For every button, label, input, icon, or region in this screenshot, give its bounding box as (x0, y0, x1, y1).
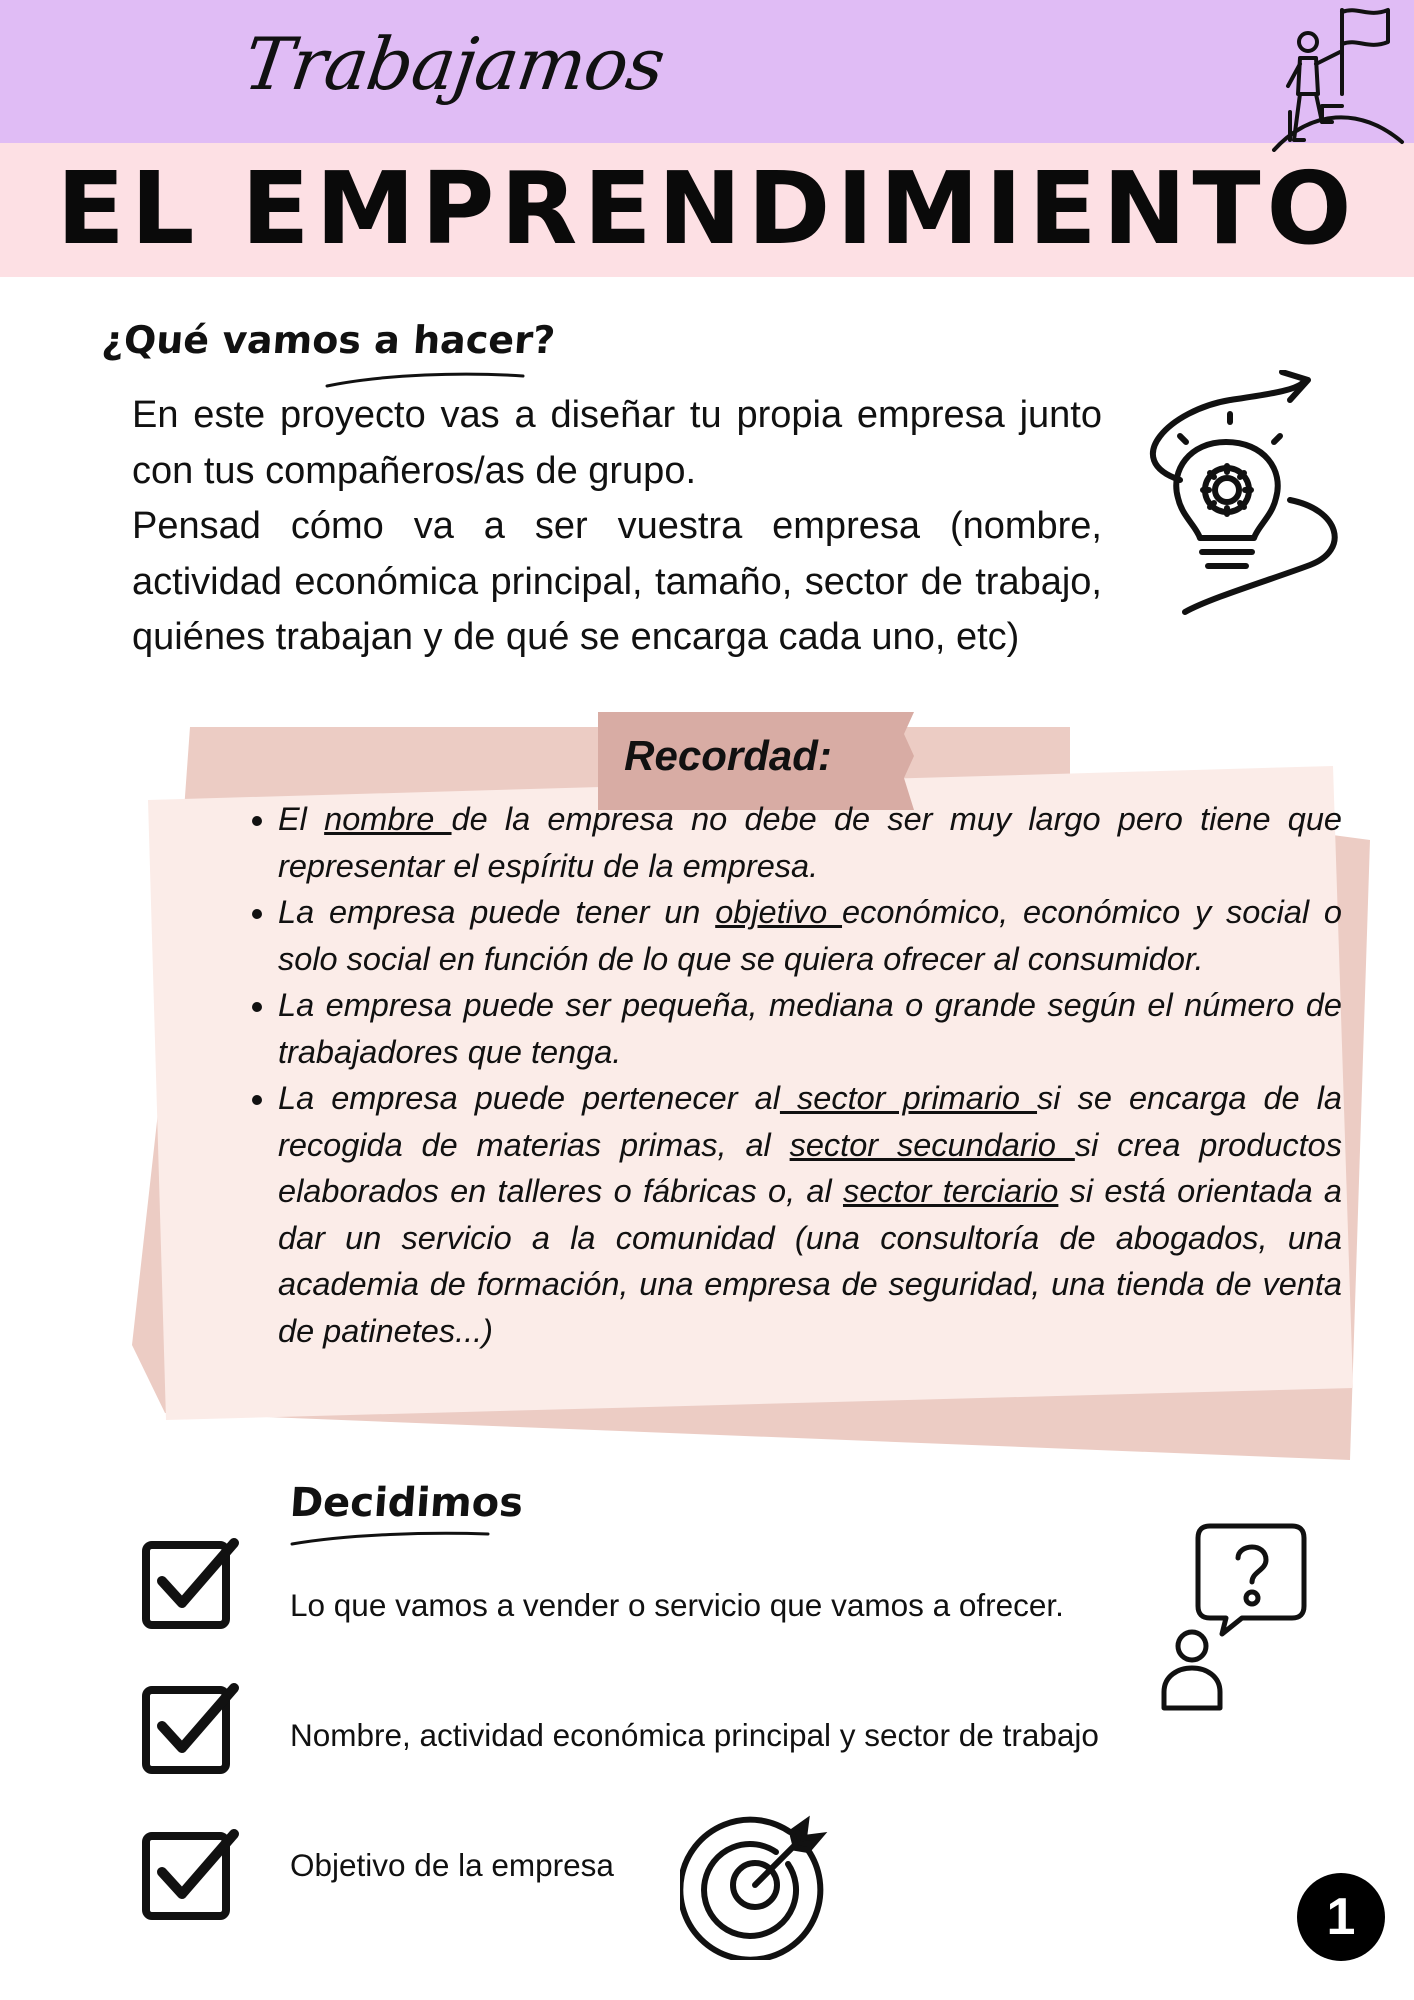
decision-item: Objetivo de la empresa (290, 1847, 614, 1883)
target-icon (680, 1810, 830, 1960)
checkbox-checked-icon (140, 1826, 240, 1926)
underlined-term: objetivo (715, 894, 843, 930)
section-heading-decidimos: Decidimos (288, 1480, 525, 1526)
list-item (278, 1075, 1342, 1354)
recordad-list (240, 796, 1342, 1354)
header-purple-band (0, 0, 1414, 143)
list-item-text: La empresa puede pertenecer al (278, 1080, 780, 1116)
intro-paragraph-2: Pensad cómo va a ser vuestra empresa (nombre, actividad económica principal, tamaño, sector de trabajo, quiénes trabajan y de qué se encarga cada uno, etc) (132, 505, 1102, 658)
list-item-text: de la empresa no debe de ser muy largo pero tiene que representar el espíritu de la empresa. (278, 801, 1342, 884)
decision-item: Nombre, actividad económica principal y sector de trabajo (290, 1717, 1099, 1753)
underlined-term: sector secundario (789, 1126, 1075, 1163)
flag-climber-icon (1270, 2, 1410, 152)
underlined-term: nombre (324, 801, 452, 837)
header-kicker: Trabajamos (239, 22, 670, 106)
list-item (278, 982, 1342, 1075)
checkbox-checked-icon (140, 1680, 240, 1780)
list-item-text: La empresa puede ser pequeña, mediana o grande según el número de trabajadores que tenga. (278, 987, 1342, 1070)
page-title: EL EMPRENDIMIENTO (56, 150, 1358, 267)
intro-paragraph-1: En este proyecto vas a diseñar tu propia empresa junto con tus compañeros/as de grupo. (132, 394, 1102, 492)
list-item-text: El (278, 801, 325, 837)
person-question-icon (1158, 1522, 1308, 1712)
list-item-text: La empresa puede tener un (278, 894, 716, 930)
decision-item: Lo que vamos a vender o servicio que vamos a ofrecer. (290, 1587, 1064, 1623)
heading-underline (290, 1528, 490, 1550)
list-item (278, 796, 1342, 889)
list-item-text: si crea productos elaborados en talleres o fábricas o, al (278, 1126, 1342, 1209)
recordad-label: Recordad: (624, 732, 832, 779)
underlined-term: sector terciario (842, 1173, 1059, 1209)
list-item (278, 889, 1342, 982)
heading-underline (325, 368, 525, 390)
list-item-text: si se encarga de la recogida de materias primas, al (278, 1080, 1342, 1163)
intro-text (132, 388, 1102, 666)
lightbulb-gear-icon (1130, 370, 1345, 620)
section-heading-what-we-do: ¿Qué vamos a hacer? (100, 318, 557, 362)
list-item-text: si está orientada a dar un servicio a la comunidad (una consultoría de abogados, una academia de formación, una empresa de seguridad, una tienda de venta de patinetes...) (278, 1173, 1343, 1349)
checkbox-checked-icon (140, 1535, 240, 1635)
list-item-text: económico, económico y social o solo social en función de lo que se quiera ofrecer al consumidor. (278, 894, 1342, 977)
page-number-badge: 1 (1297, 1873, 1385, 1961)
underlined-term: sector primario (779, 1080, 1038, 1116)
